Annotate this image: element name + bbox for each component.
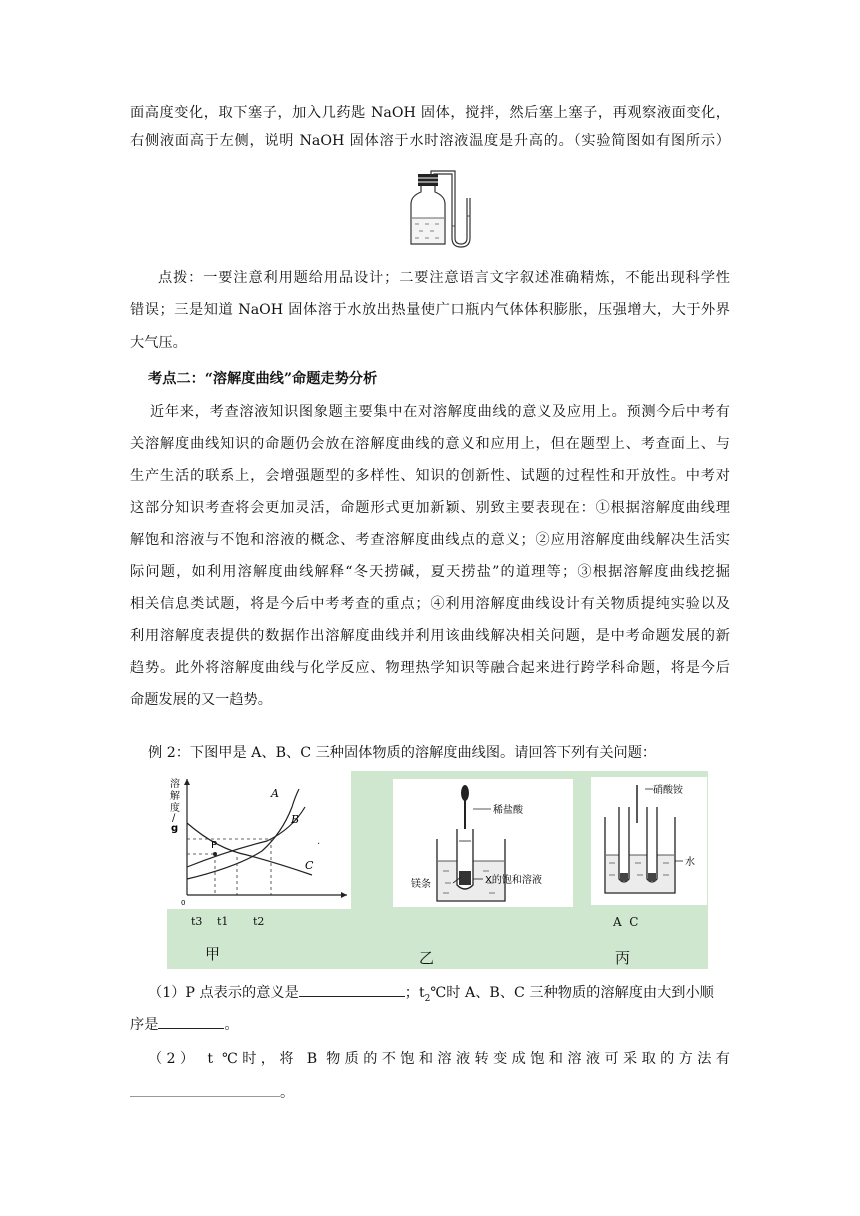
question-1-line: 序是 。 <box>130 1014 730 1035</box>
panel-label-bing: 丙 <box>615 949 631 967</box>
tube-labels: A C <box>613 915 639 929</box>
analysis-line: 近年来，考查溶液知识图象题主要集中在对溶解度曲线的意义及应用上。预测今后中考有 <box>150 404 730 420</box>
t-label: t1 <box>217 915 229 928</box>
curve-label-a: A <box>271 787 279 800</box>
paragraph-line: 右侧液面高于左侧，说明 NaOH 固体溶于水时溶液温度是升高的。（实验简图如有图所示） <box>130 133 730 149</box>
beaker-yi-panel <box>393 779 573 907</box>
beaker-bing-diagram <box>591 777 707 905</box>
origin-label: 0 <box>181 899 186 907</box>
solubility-graph-panel <box>167 771 351 909</box>
solution-label: X的饱和溶液 <box>485 875 542 886</box>
water-label: 水 <box>685 857 695 868</box>
y-axis-label-char: 解 <box>170 791 180 802</box>
analysis-line: 关溶解度曲线知识的命题仍会放在溶解度曲线的意义和应用上，但在题型上、考查面上、与 <box>130 436 730 452</box>
example-intro: 例 2：下图甲是 A、B、C 三种固体物质的溶解度曲线图。请回答下列有关问题： <box>148 745 657 761</box>
y-axis-label-char: g <box>171 823 179 834</box>
tip-line: 点拨：一要注意利用题给用品设计；二要注意语言文字叙述准确精炼，不能出现科学性 <box>158 270 730 286</box>
t-label: t3 <box>191 915 203 928</box>
curve-label-c: C <box>305 859 314 872</box>
question-2-line: （2） t ℃时，将 B 物质的不饱和溶液转变成饱和溶液可采取的方法有 <box>148 1051 730 1067</box>
panel-label-yi: 乙 <box>419 949 435 967</box>
tip-line: 错误；三是知道 NaOH 固体溶于水放出热量使广口瓶内气体体积膨胀，压强增大，大于外界 <box>130 302 730 318</box>
answer-blank[interactable] <box>299 982 405 997</box>
analysis-line: 这部分知识考查将会更加灵活，命题形式更加新颖、别致主要表现在：①根据溶解度曲线理 <box>130 500 730 516</box>
answer-blank[interactable] <box>158 1014 224 1029</box>
beaker-bing-panel <box>591 777 707 905</box>
analysis-line: 趋势。此外将溶解度曲线与化学反应、物理热学知识等融合起来进行跨学科命题，将是今后 <box>130 660 730 676</box>
curve-label-b: B <box>291 813 300 826</box>
answer-blank[interactable] <box>130 1082 280 1097</box>
paragraph-line: 面高度变化，取下塞子，加入几药匙 NaOH 固体，搅拌，然后塞上塞子，再观察液面变化， <box>130 105 730 121</box>
figure-strip <box>167 771 708 969</box>
strip-label: 镁条 <box>411 879 431 890</box>
y-axis-label-char: / <box>172 813 176 824</box>
analysis-line: 解饱和溶液与不饱和溶液的概念、考查溶解度曲线点的意义；②应用溶解度曲线解决生活实 <box>130 532 730 548</box>
solubility-graph <box>167 771 351 909</box>
bottle-u-tube-diagram <box>405 168 485 250</box>
analysis-line: 相关信息类试题，将是今后中考考查的重点；④利用溶解度曲线设计有关物质提纯实验以及 <box>130 596 730 612</box>
question-2-line: 。 <box>130 1082 730 1103</box>
beaker-yi-diagram <box>393 779 573 907</box>
acid-label: 稀盐酸 <box>493 805 523 816</box>
analysis-line: 生产生活的联系上，会增强题型的多样性、知识的创新性、试题的过程性和开放性。中考对 <box>130 468 730 484</box>
panel-label-jia: 甲 <box>205 945 221 963</box>
question-1-line: （1）P 点表示的意义是 ；$t_2℃$时 A、B、C 三种物质的溶解度由大到小顺 <box>148 982 730 1009</box>
analysis-line: 际问题，如利用溶解度曲线解释“冬天捞碱，夏天捞盐”的道理等；③根据溶解度曲线挖掘 <box>130 564 730 580</box>
section-heading: 考点二：“溶解度曲线”命题走势分析 <box>148 371 378 387</box>
t-label: t2 <box>253 915 265 928</box>
y-axis-label-char: 溶 <box>170 779 180 790</box>
tip-line: 大气压。 <box>130 335 187 351</box>
svg-text:·: · <box>317 839 321 850</box>
y-axis-label-char: 度 <box>170 803 180 814</box>
point-p-label: P <box>211 840 218 851</box>
analysis-line: 命题发展的又一趋势。 <box>130 692 272 708</box>
point-p-marker <box>213 852 217 856</box>
analysis-line: 利用溶解度表提供的数据作出溶解度曲线并利用该曲线解决相关问题，是中考命题发展的新 <box>130 628 730 644</box>
salt-label: 硝酸铵 <box>653 785 683 796</box>
